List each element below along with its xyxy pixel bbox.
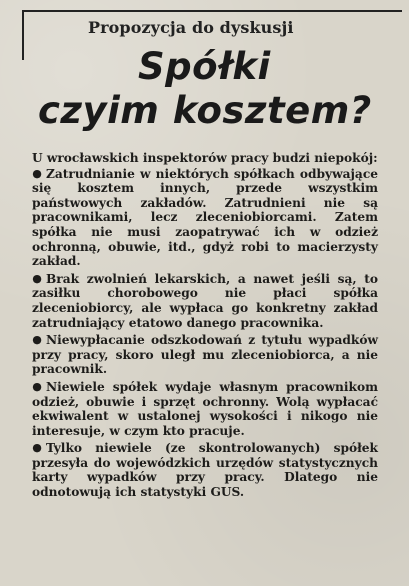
paragraph-text: Niewiele spółek wydaje własnym pracownikom odzież, obuwie i sprzęt ochronny. Wolą wypłacać ekwiwalent w ustalonej wysokości i nikogo nie interesuje, w czym kto pracuje. (32, 379, 378, 438)
headline-line-1: Spółki (138, 45, 271, 88)
paragraph-text: Zatrudnianie w niektórych spółkach odbywające się kosztem innych, przede wszystkim państwowych zakładów. Zatrudnieni nie są pracownikami, lecz zleceniobiorcami. Zatem spółka nie musi zaopatrywać ich w odzież ochronną, obuwie, itd., gdyż robi to macierzysty zakład. (32, 166, 378, 269)
bullet-icon: ● (32, 271, 42, 285)
bullet-icon: ● (32, 379, 42, 393)
article-paragraph (32, 272, 378, 330)
article-paragraph (32, 380, 378, 438)
paragraph-text: Niewypłacanie odszkodowań z tytułu wypadków przy pracy, skoro uległ mu zleceniobiorca, a nie pracownik. (32, 333, 378, 377)
headline-line-2: czyim kosztem? (38, 89, 372, 132)
article-paragraph (32, 333, 378, 377)
article-kicker: Propozycja do dyskusji (88, 18, 294, 37)
paragraph-text: Brak zwolnień lekarskich, a nawet jeśli są, to zasiłku chorobowego nie płaci spółka zleceniobiorcy, ale wypłaca go konkretny zakład zatrudniający etatowo danego pracownika. (32, 271, 378, 330)
article-paragraph (32, 441, 378, 499)
article-body (32, 151, 378, 503)
article-paragraph (32, 167, 378, 269)
article-lead: U wrocławskich inspektorów pracy budzi niepokój: (32, 151, 378, 165)
bullet-icon: ● (32, 333, 42, 347)
paragraph-text: Tylko niewiele (ze skontrolowanych) spółek przesyła do wojewódzkich urzędów statystycznych karty wypadków przy pracy. Dlatego nie odnotowują ich statystyki GUS. (32, 441, 378, 500)
bullet-icon: ● (32, 441, 42, 455)
bullet-icon: ● (32, 166, 42, 180)
